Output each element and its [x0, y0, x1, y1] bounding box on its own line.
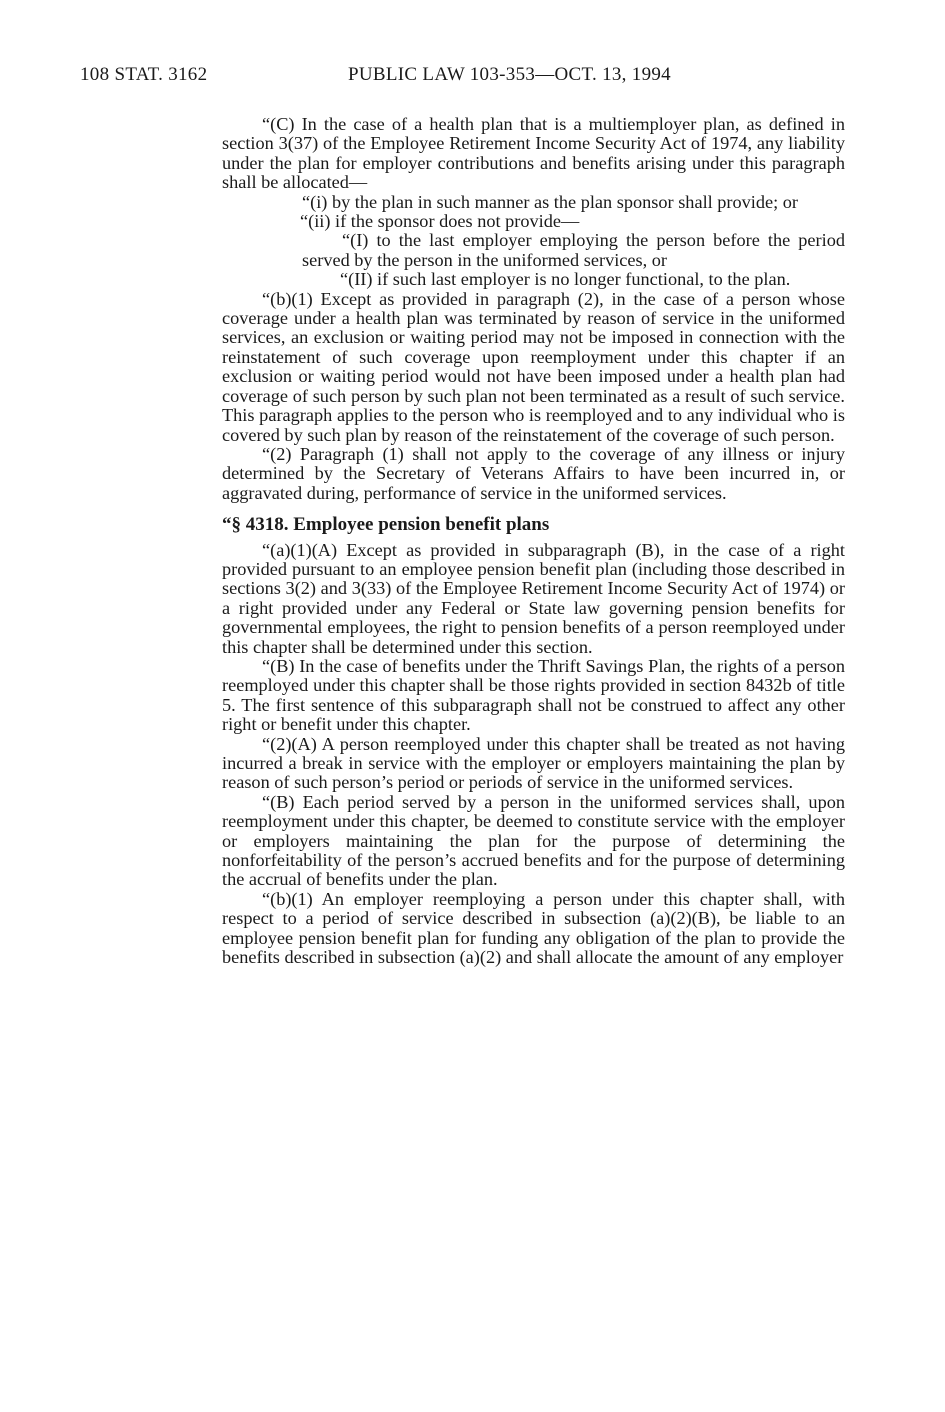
clause-ii: “(ii) if the sponsor does not provide—	[300, 211, 580, 232]
subclause-I: “(I) to the last employer employing the person before the period served by the person in the uniformed services, or	[302, 230, 845, 270]
running-title: PUBLIC LAW 103-353—OCT. 13, 1994	[348, 64, 671, 85]
paragraph-c-multiemployer: “(C) In the case of a health plan that is a multiemployer plan, as defined in section 3(37) of the Employee Retirement Income Security Act of 1974, any liability under the plan for employer contributions and benefits arising under this paragraph shall be allocated—	[222, 114, 845, 193]
statute-page-number: 108 STAT. 3162	[80, 64, 208, 85]
paragraph-b1: “(b)(1) Except as provided in paragraph (2), in the case of a person whose coverage under a health plan was terminated by reason of service in the uniformed services, an exclusion or waiting period may not be imposed in connection with the reinstatement of such coverage upon reemployment under this chapter if an exclusion or waiting period would not have been imposed under a health plan had coverage of such person by such plan not been terminated as a result of such service. This paragraph applies to the person who is reemployed and to any individual who is covered by such plan by reason of the reinstatement of the coverage of such person.	[222, 288, 845, 445]
paragraph-a1A: “(a)(1)(A) Except as provided in subparagraph (B), in the case of a right provided pursuant to an employee pension benefit plan (including those described in sections 3(2) and 3(33) of the Employee Retirement Income Security Act of 1974) or a right provided under any Federal or State law governing pension benefits for governmental employees, the right to pension benefits of a person reemployed under this chapter shall be determined under this section.	[222, 539, 845, 657]
clause-i: “(i) by the plan in such manner as the plan sponsor shall provide; or	[302, 191, 799, 212]
paragraph-b1-employer: “(b)(1) An employer reemploying a person under this chapter shall, with respect to a period of service described in subsection (a)(2)(B), be liable to an employee pension benefit plan for funding any obligation of the plan to provide the benefits described in subsection (a)(2) and shall allocate the amount of any employer	[222, 888, 845, 968]
paragraph-b2: “(2) Paragraph (1) shall not apply to the coverage of any illness or injury determined by the Secretary of Veterans Affairs to have been incurred in, or aggravated during, performance of service in the uniformed services.	[222, 443, 845, 503]
paragraph-a2A: “(2)(A) A person reemployed under this chapter shall be treated as not having incurred a break in service with the employer or employers maintaining the plan by reason of such person’s period or periods of service in the uniformed services.	[222, 733, 845, 793]
section-heading: “§ 4318. Employee pension benefit plans	[222, 514, 550, 536]
subclause-II: “(II) if such last employer is no longer functional, to the plan.	[340, 269, 791, 290]
page-header	[80, 64, 870, 94]
paragraph-a1B: “(B) In the case of benefits under the Thrift Savings Plan, the rights of a person reemployed under this chapter shall be those rights provided in section 8432b of title 5. The first sentence of this subparagraph shall not be construed to affect any other right or benefit under this chapter.	[222, 655, 845, 735]
document-body	[222, 115, 845, 967]
paragraph-a2B: “(B) Each period served by a person in the uniformed services shall, upon reemployment under this chapter, be deemed to constitute service with the employer or employers maintaining the plan for the purpose of determining the nonforfeitability of the person’s accrued benefits and for the purpose of determining the accrual of benefits under the plan.	[222, 791, 845, 890]
